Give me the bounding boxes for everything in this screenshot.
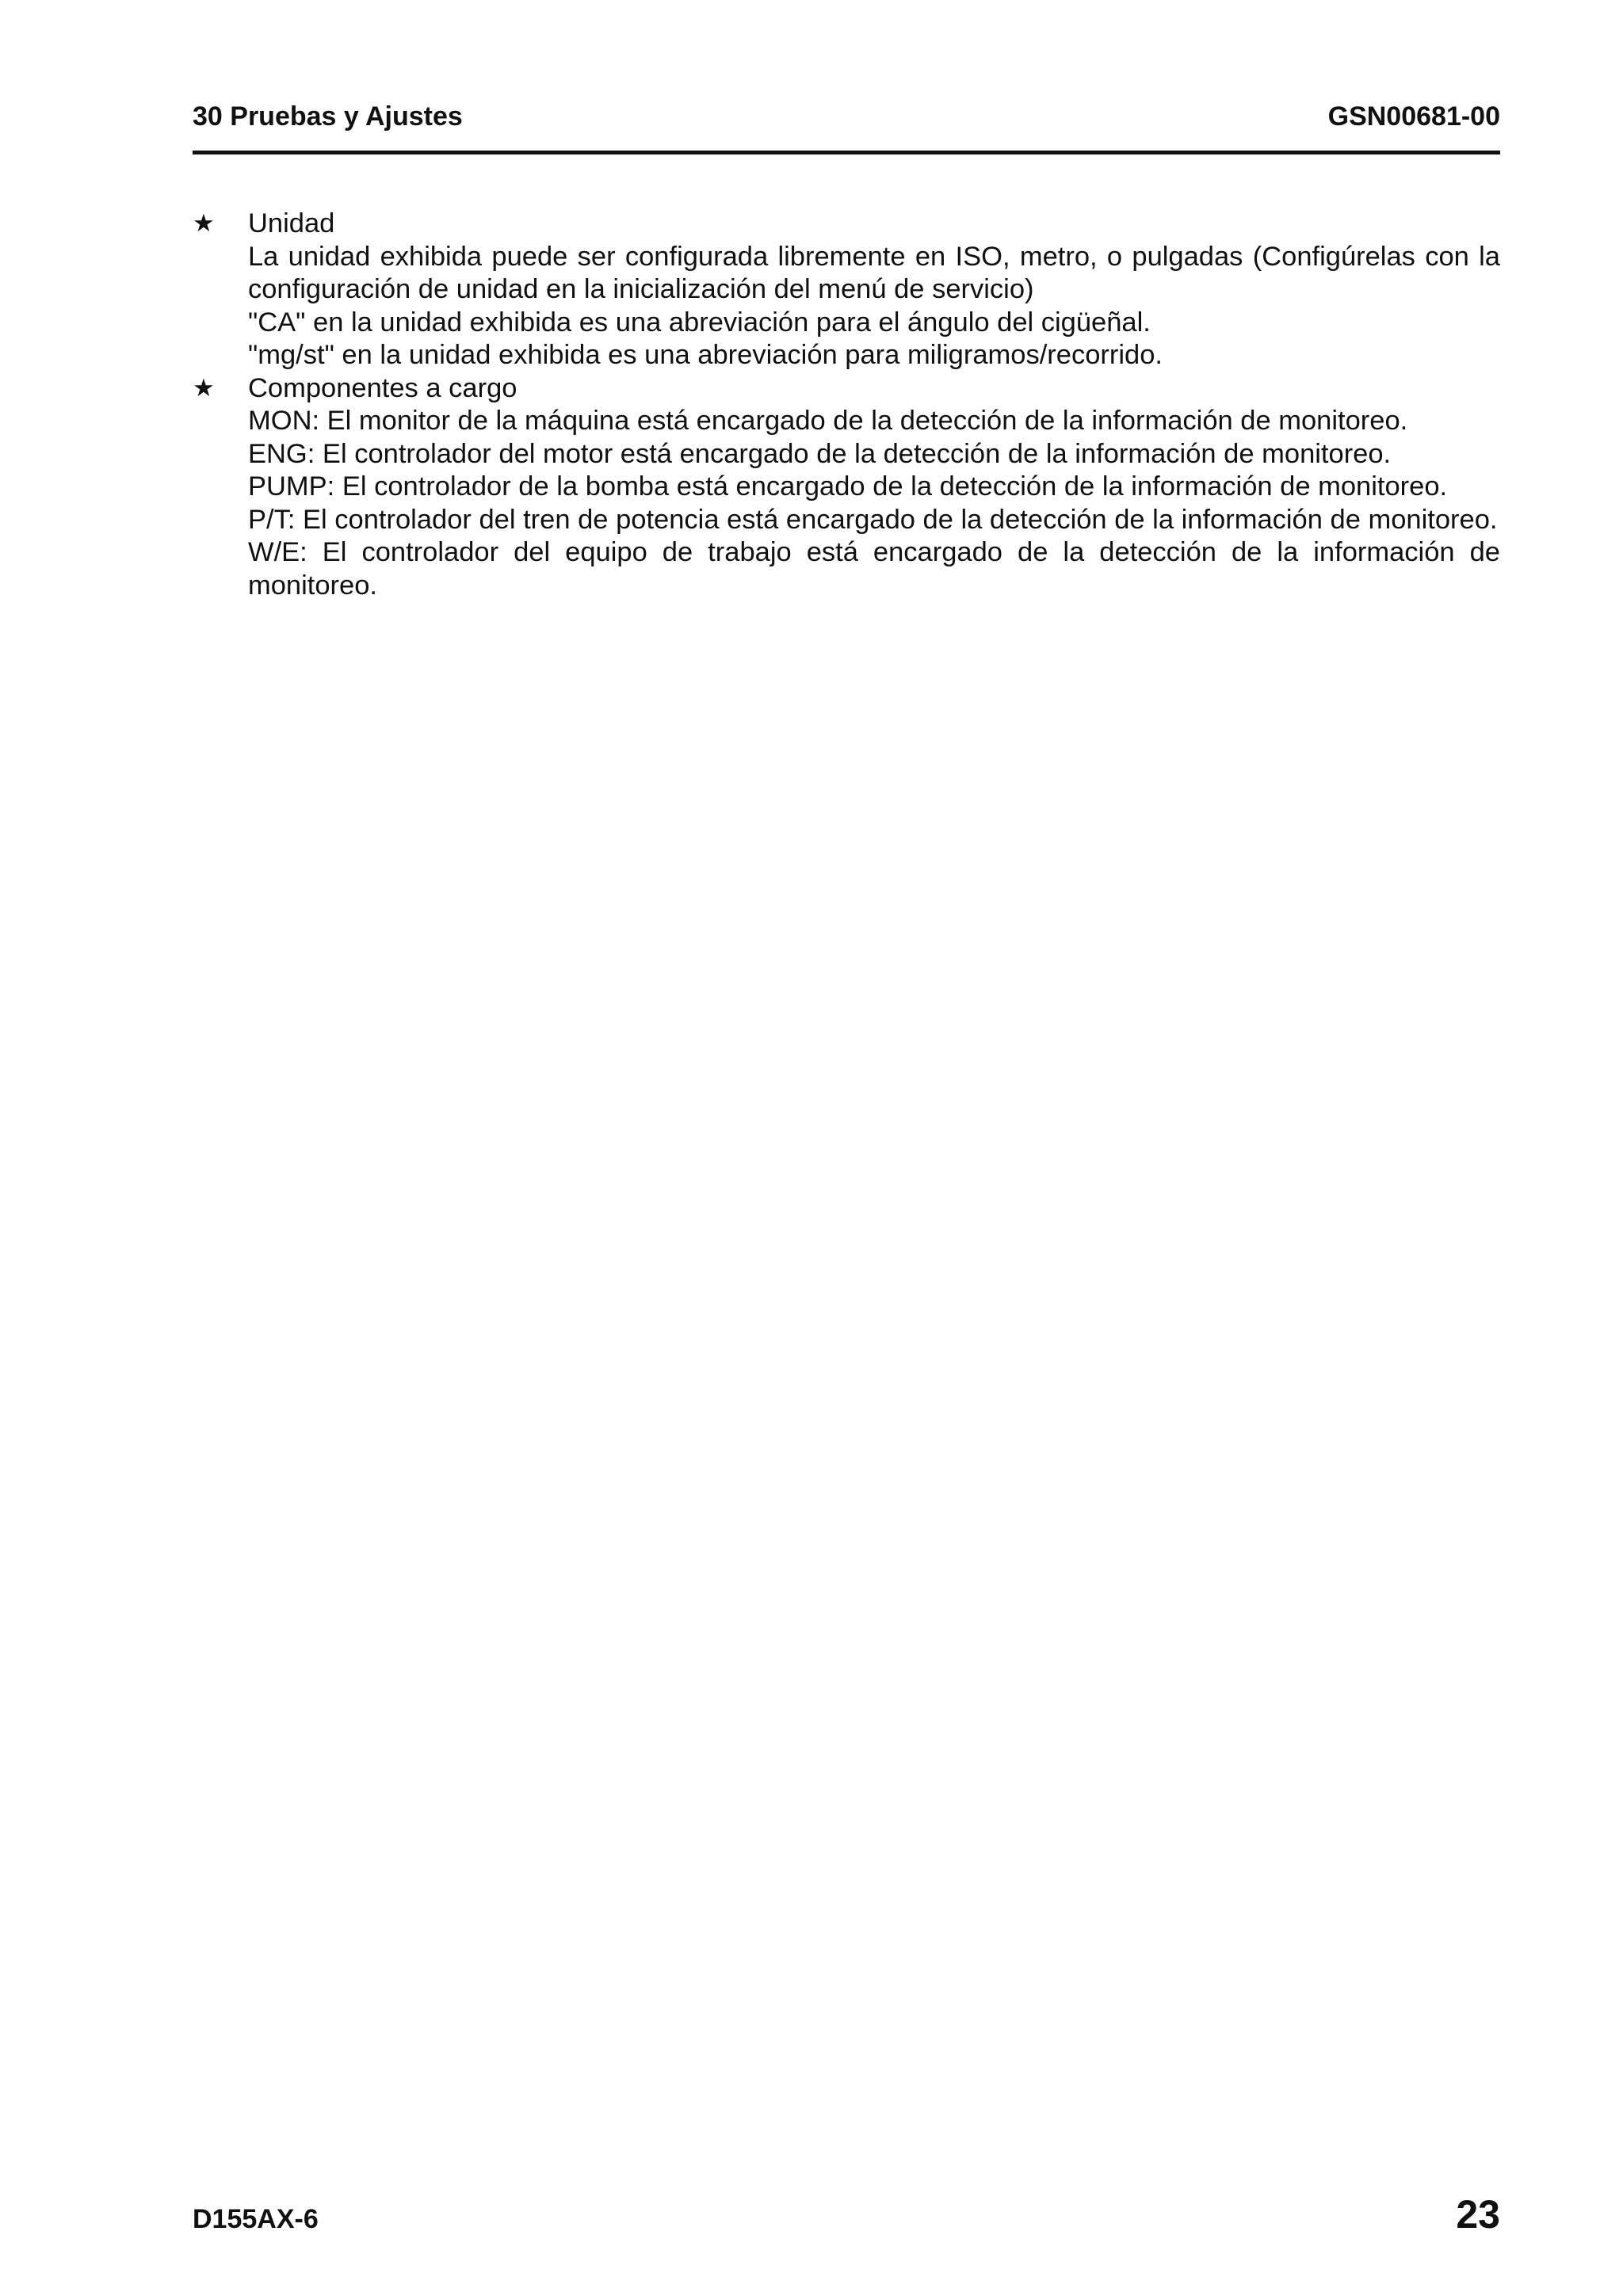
star-icon: ★ — [193, 373, 215, 402]
page-footer — [193, 2187, 1500, 2237]
item-text: La unidad exhibida puede ser configurada libremente en ISO, metro, o pulgadas (Configúrelas con la configuración de unidad en la inicialización del menú de servicio) — [248, 241, 1500, 304]
header-divider — [193, 151, 1500, 154]
item-text: P/T: El controlador del tren de potencia está encargado de la detección de la información de monitoreo. — [248, 504, 1498, 535]
item-text: ENG: El controlador del motor está encargado de la detección de la información de monitoreo. — [248, 438, 1392, 469]
item-text: "CA" en la unidad exhibida es una abreviación para el ángulo del cigüeñal. — [248, 307, 1151, 338]
page-body — [193, 208, 1500, 602]
item-title: Unidad — [248, 208, 335, 238]
document-code: GSN00681-00 — [1327, 101, 1500, 132]
model-code: D155AX-6 — [193, 2204, 319, 2234]
page-number: 23 — [1456, 2192, 1500, 2237]
item-text: PUMP: El controlador de la bomba está encargado de la detección de la información de monitoreo. — [248, 471, 1448, 502]
item-text: W/E: El controlador del equipo de trabajo está encargado de la detección de la información de monitoreo. — [248, 537, 1500, 601]
list-item-unidad — [193, 208, 1500, 372]
page-header — [193, 98, 1500, 136]
item-text: MON: El monitor de la máquina está encargado de la detección de la información de monitoreo. — [248, 406, 1408, 436]
section-title: 30 Pruebas y Ajustes — [193, 101, 463, 132]
item-text: "mg/st" en la unidad exhibida es una abreviación para miligramos/recorrido. — [248, 340, 1163, 370]
star-icon: ★ — [193, 209, 215, 238]
item-title: Componentes a cargo — [248, 372, 517, 403]
list-item-componentes — [193, 372, 1500, 603]
